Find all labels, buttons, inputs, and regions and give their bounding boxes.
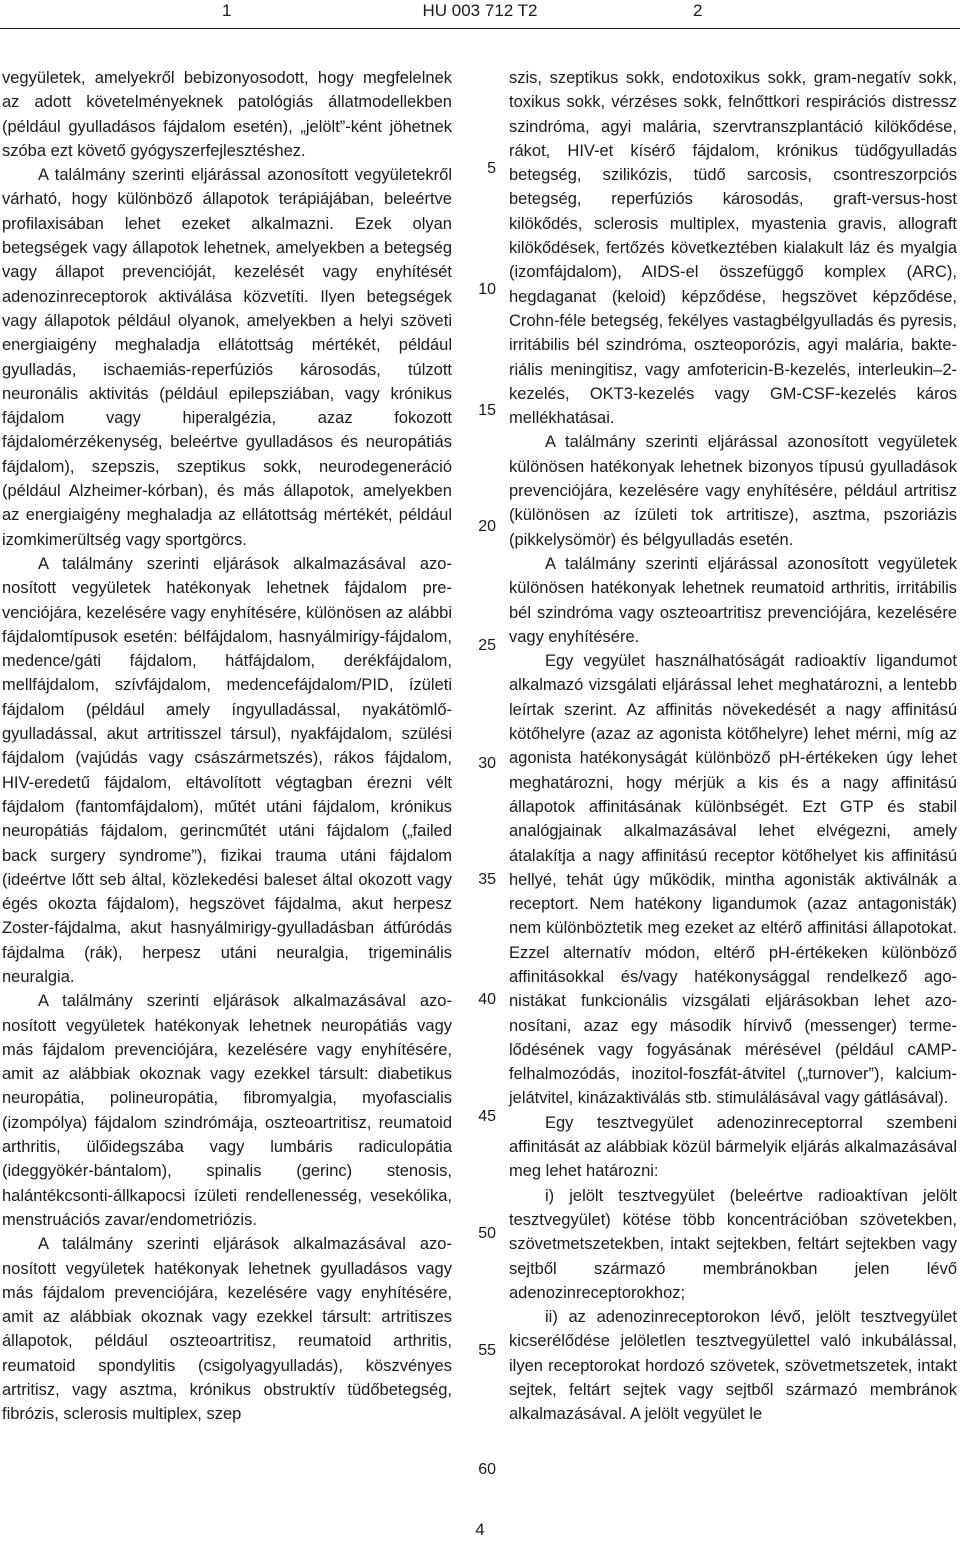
line-number: 30	[478, 755, 496, 772]
right-page-number: 2	[693, 1, 703, 20]
paragraph: ii) az adenozinreceptorokon lévő, jelölt tesztvegyület kicserélődése jelöletlen tesztvegyülettel való inkubálással, ilyen receptorokat hordozó szövetek, szövetmetszetek, intakt sejtek, feltárt sejtek vagy sejtből származó membránok alkalmazásával. A jelölt vegyület le	[509, 1308, 957, 1424]
line-number: 40	[478, 991, 496, 1008]
paragraph: A találmány szerinti eljárások alkalmazásával azonosított vegyületek hatékonyak lehetnek fájdalom prevenciójára, kezelésére vagy enyhítésére, különösen az alábbi fájdalomtípusok esetén: bélfájdalom, hasnyálmirigy-fájdalom, medence/gáti fájdalom, hátfájdalom, derékfájdalom, mellfájdalom, szívfájdalom, medencefájdalom/PID, ízületi fájdalom (például amely íngyulladással, nyakátömlő-gyulladással, akut artritisszel társul), nyakfájdalom, szülési fájdalom (vajúdás vagy császármetszés), rákos fájdalom, HIV-eredetű fájdalom, eltávolított végtagban érezni vélt fájdalom (fantomfájdalom), műtét utáni fájdalom, krónikus neuropátiás fájdalom, gerincműtét utáni fájdalom („failed back surgery syndrome”), fizikai trauma utáni fájdalom (ideértve lőtt seb által, közlekedési baleset által okozott vagy égés okozta fájdalom), hegszövet fájdalma, akut herpesz Zoster-fájdalma, akut hasnyálmirigy-gyulladásban átfúródás fájdalma (rák), herpesz utáni neuralgia, trigeminális neuralgia.	[2, 554, 452, 986]
line-number: 25	[478, 637, 496, 654]
line-number: 55	[478, 1342, 496, 1359]
paragraph: A találmány szerinti eljárással azonosított vegyületek különösen hatékonyak lehetnek bizonyos típusú gyulladások prevenciójára, kezelésére vagy enyhítésére, például artritisz (különösen az ízületi tok artritisze), asztma, pszoriázis (pikkelysömör) és bélgyulladás esetén.	[509, 433, 957, 549]
paragraph: A találmány szerinti eljárások alkalmazásával azonosított vegyületek hatékonyak lehetnek neuropátiás vagy más fájdalom prevenciójára, kezelésére vagy enyhítésére, amit az alábbiak okoznak vagy ezekkel társult: diabetikus neuropátia, polineuropátia, fibromyalgia, myofascialis (izompólya) fájdalom szindrómája, oszteoartritisz, reumatoid arthritis, ülőidegszába vagy lumbáris radiculopátia (ideggyökér-bántalom), spinalis (gerinc) stenosis, halántékcsonti-állkapocsi ízületi rendellenesség, vesekólika, menstruációs zavar/endometriózis.	[2, 992, 452, 1229]
paragraph: A találmány szerinti eljárással azonosított vegyületekről várható, hogy különböző állapotok terápiájában, beleértve profilaxisában lehet ezeket alkalmazni. Ezek olyan betegségek vagy állapotok lehetnek, amelyekben a betegség vagy állapot prevencióját, kezelését vagy enyhítését adenozinreceptorok aktiválása közvetíti. Ilyen betegségek vagy állapotok például olyanok, amelyekben a helyi szöveti energiaigény meghaladja ellátottság mértékét, például gyulladás, ischaemiás-reperfúziós károsodás, túlzott neuronális aktivitás (például epilepsziában, vagy krónikus fájdalom vagy hiperalgézia, azaz fokozott fájdalomérzékenység, beleértve gyulladásos és neuropátiás fájdalom), szepszis, szeptikus sokk, neurodegeneráció (például Alzheimer-kórban), és más állapotok, amelyekben az energiaigény meghaladja az ellátottság mértékét, például izomkimerültség vagy sportgörcs.	[2, 166, 452, 549]
line-number: 45	[478, 1108, 496, 1125]
paragraph: vegyületek, amelyekről bebizonyosodott, hogy megfelelnek az adott követelményeknek patológiás állatmodellekben (például gyulladásos fájdalom esetén), „jelölt”-ként jöhetnek szóba ezt követő gyógyszerfejlesztéshez.	[2, 69, 452, 160]
left-column	[2, 66, 452, 1427]
paragraph: szis, szeptikus sokk, endotoxikus sokk, gram-negatív sokk, toxikus sokk, vérzéses sokk, felnőttkori respirációs distressz szindróma, agyi malária, szervtranszplantáció kilökődése, rákot, HIV-et kísérő fájdalom, krónikus tüdőgyulladás betegség, szilikózis, tüdő sarcosis, csontreszorpciós betegség, reperfúziós károsodás, graft-versus-host kilökődés, sclerosis multiplex, myastenia gravis, allograft kilökődések, fertőzés következtében kialakult láz és myalgia (izomfájdalom), AIDS-el összefüggő komplex (ARC), hegdaganat (keloid) képződése, hegszövet képződése, Crohn-féle betegség, fekélyes vastagbélgyulladás és pyresis, irritábilis bél szindróma, oszteoporózis, agyi malária, bakteriális meningitisz, vagy amfotericin-B-kezelés, interleukin–2-kezelés, OKT3-kezelés vagy GM-CSF-kezelés káros mellékhatásai.	[509, 69, 957, 428]
line-number: 15	[478, 402, 496, 419]
paragraph: Egy tesztvegyület adenozinreceptorral szembeni affinitását az alábbiak közül bármelyik eljárás alkalmazásával meg lehet határozni:	[509, 1113, 957, 1181]
line-number: 60	[478, 1461, 496, 1478]
paragraph: Egy vegyület használhatóságát radioaktív ligandumot alkalmazó vizsgálati eljárással lehet meghatározni, a lentebb leírtak szerint. Az affinitás növekedését a nagy affinitású kötőhelyre (azaz az agonista kötőhelyre) lehet mérni, míg az agonista hatékonyságát különböző pH-értékeken úgy lehet meghatározni, hogy mérjük a kis és a nagy affinitású állapotok affinitásának különbségét. Ezt GTP és stabil analógjainak alkalmazásával lehet elvégezni, amely átalakítja a nagy affinitású receptor kötőhelyet kis affinitású hellyé, tehát úgy működik, mintha agonisták aktiválnák a receptort. Nem hatékony ligandumok (azaz antagonisták) nem különböztetik meg ezeket az eltérő affinitási állapotokat. Ezzel alternatív módon, eltérő pH-értékeken különböző affinitásokkal és/vagy hatékonysággal rendelkező agonistákat funkcionális vizsgálati eljárásokban lehet azonosítani, azaz egy második hírvivő (messenger) termelődésének vagy fogyásának mérésével (például cAMP-felhalmozódás, inozitol-foszfát-átvitel („turnover”), kalcium-jelátvitel, kinázaktiválás stb. stimulálásával vagy gátlásával).	[509, 652, 957, 1108]
line-number: 50	[478, 1225, 496, 1242]
line-number: 35	[478, 871, 496, 888]
left-page-number: 1	[222, 1, 232, 20]
page-number: 4	[475, 1520, 485, 1539]
paragraph: i) jelölt tesztvegyület (beleértve radioaktívan jelölt tesztvegyület) kötése több koncentrációban szövetekben, szövetmetszetekben, intakt sejtekben, feltárt sejtekben vagy sejtből származó membránokban jelen lévő adenozinreceptorokhoz;	[509, 1186, 957, 1302]
paragraph: A találmány szerinti eljárások alkalmazásával azonosított vegyületek hatékonyak lehetnek gyulladásos vagy más fájdalom prevenciójára, kezelésére vagy enyhítésére, amit az alábbiak okoznak vagy ezekkel társult: artritiszes állapotok, például oszteoartritisz, reumatoid arthritis, reumatoid spondylitis (csigolyagyulladás), köszvényes artritisz, vagy asztma, krónikus obstruktív tüdőbetegség, fibrózis, sclerosis multiplex, szep	[2, 1235, 452, 1424]
line-number: 20	[478, 518, 496, 535]
paragraph: A találmány szerinti eljárással azonosított vegyületek különösen hatékonyak lehetnek reumatoid arthritis, irritábilis bél szindróma vagy oszteoartritisz prevenciójára, kezelésére vagy enyhítésére.	[509, 554, 957, 646]
right-column	[509, 66, 957, 1427]
document-id: HU 003 712 T2	[422, 1, 538, 20]
header-rule	[0, 28, 960, 29]
line-number: 5	[487, 160, 496, 177]
line-number: 10	[478, 281, 496, 298]
